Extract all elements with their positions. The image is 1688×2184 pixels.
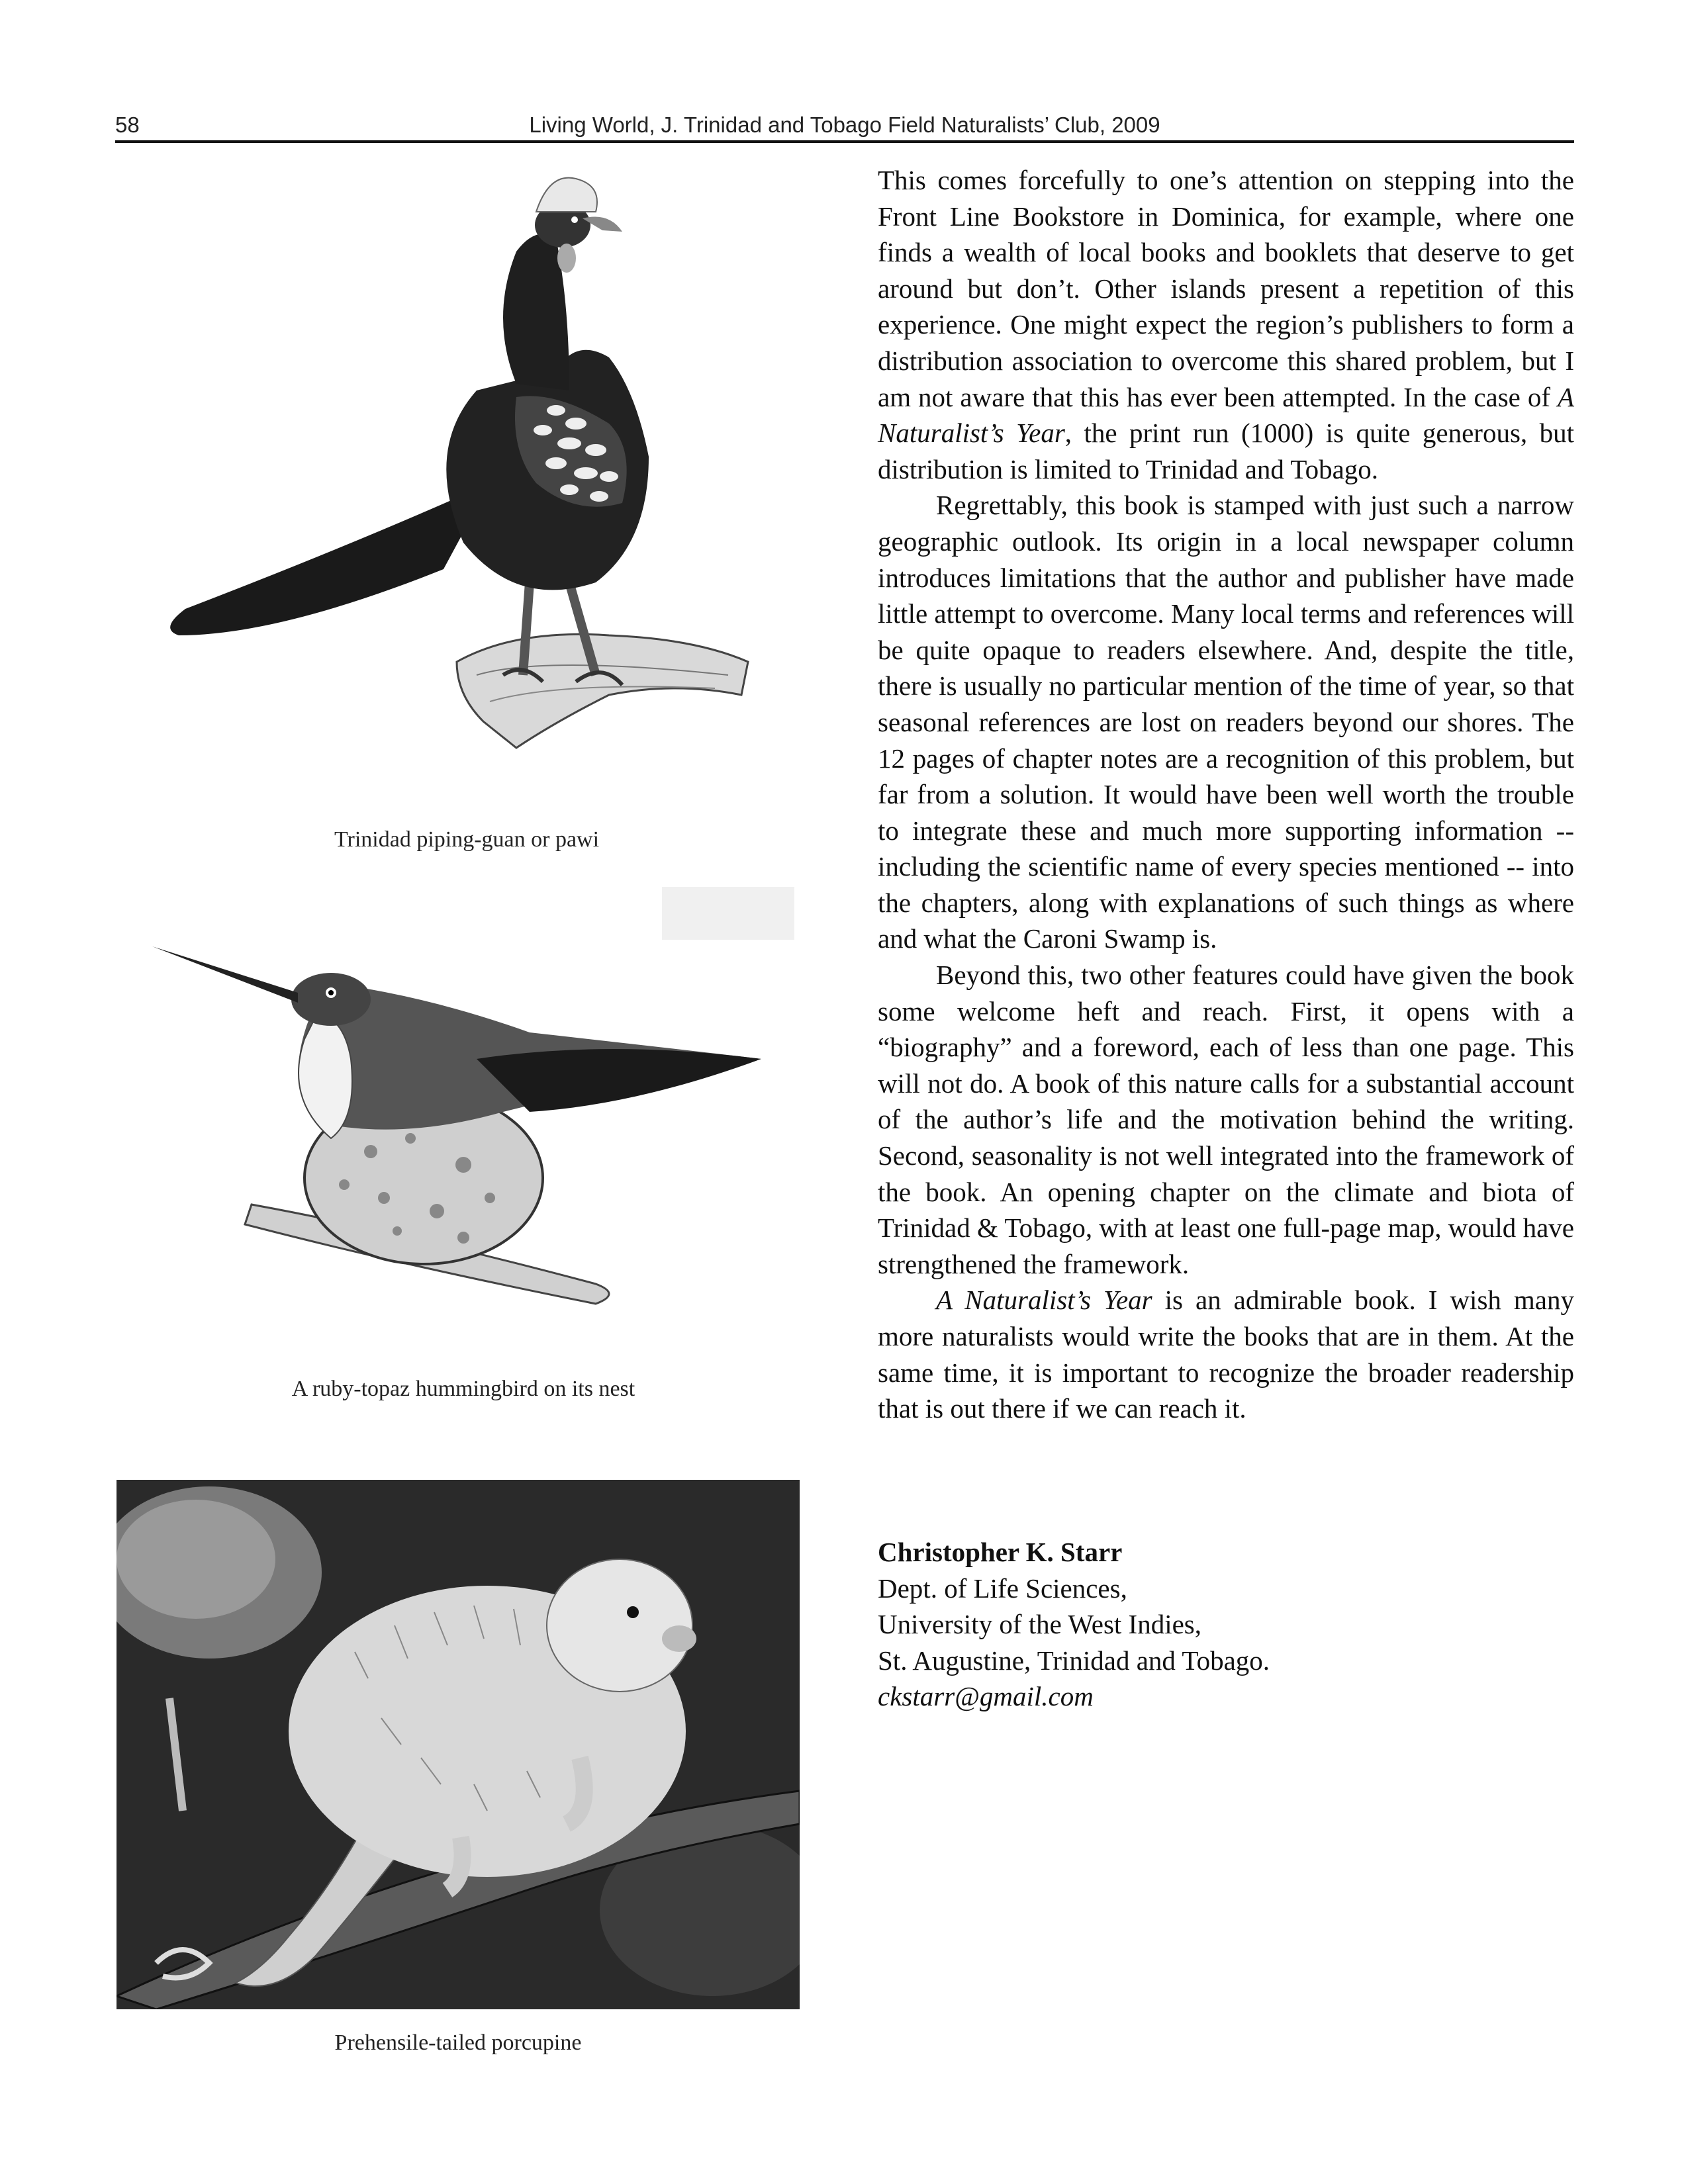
paragraph: A Naturalist’s Year is an admirable book. I wish many more naturalists would write the books that are in them. At the same time, it is important to recognize the broader readership that is out there if we can reach it. [878,1285,1574,1424]
header-rule [115,140,1574,143]
author-signature [878,1534,1574,1715]
porcupine-figure [117,1480,800,2009]
running-header [115,110,1574,143]
figure-caption: Prehensile-tailed porcupine [334,2030,582,2055]
paragraph: Beyond this, two other features could have given the book some welcome heft and reach. First, it opens with a “biography” and a foreword, each of less than one page. This will not do. A book of this nature calls for a substantial account of the author’s life and the motivation behind the writing. Second, seasonality is not well integrated into the framework of the book. An opening chapter on the climate and biota of Trinidad & Tobago, with at least one full-page map, would have strengthened the framework. [878,960,1574,1279]
book-title: A Naturalist’s Year [878,381,1574,449]
author-name: Christopher K. Starr [878,1537,1123,1567]
author-location: St. Augustine, Trinidad and Tobago. [878,1645,1270,1676]
figure-caption: Trinidad piping-guan or pawi [334,827,600,852]
article-body [878,162,1574,1427]
porcupine-illustration [117,1480,800,2009]
hummingbird-illustration [132,887,794,1363]
author-email[interactable]: ckstarr@gmail.com [878,1681,1094,1712]
piping-guan-illustration [146,172,788,807]
author-university: University of the West Indies, [878,1609,1201,1640]
piping-guan-figure [146,172,788,807]
author-department: Dept. of Life Sciences, [878,1572,1127,1604]
page-number: 58 [115,113,140,137]
hummingbird-figure [132,887,794,1363]
paragraph: This comes forcefully to one’s attention on stepping into the Front Line Bookstore in Dominica, for example, where one finds a wealth of local books and booklets that deserve to get around but don’t. Other islands present a repetition of this experience. One might expect the region’s publishers to form a distribution association to overcome this shared problem, but I am not aware that this has ever been attempted. In the case of A Naturalist’s Year, the print run (1000) is quite generous, but distribution is limited to Trinidad and Tobago. [878,165,1574,484]
book-title: A Naturalist’s Year [936,1285,1152,1316]
figure-caption: A ruby-topaz hummingbird on its nest [291,1377,635,1401]
journal-title: Living World, J. Trinidad and Tobago Field Naturalists’ Club, 2009 [529,113,1160,137]
paragraph: Regrettably, this book is stamped with just such a narrow geographic outlook. Its origin in a local newspaper column introduces limitations that the author and publisher have made little attempt to overcome. Many local terms and references will be quite opaque to readers elsewhere. And, despite the title, there is usually no particular mention of the time of year, so that seasonal references are lost on readers beyond our shores. The 12 pages of chapter notes are a recognition of this problem, but far from a solution. It would have been well worth the trouble to integrate these and much more supporting information -- including the scientific name of every species mentioned -- into the chapters, along with explanations of such things as where and what the Caroni Swamp is. [878,490,1574,954]
